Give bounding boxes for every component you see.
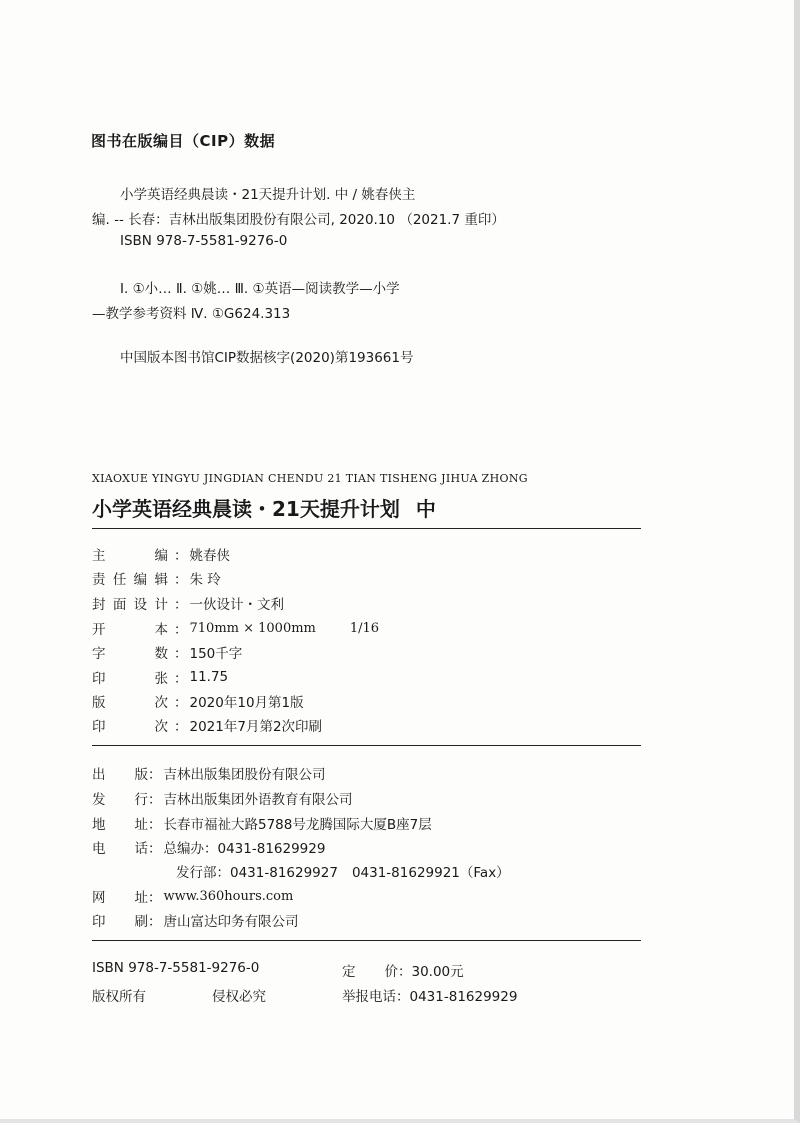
- cip-entry-line-1: 小学英语经典晨读・21天提升计划. 中 / 姚春侠主: [120, 187, 416, 203]
- address-label: 地 址: [92, 817, 148, 833]
- book-volume: 中: [415, 497, 436, 521]
- info-row-print-sheets: 印 张 ： 11.75: [92, 669, 229, 687]
- info-row-publisher: 出 版 ： 吉林出版集团股份有限公司: [92, 763, 326, 783]
- title-pinyin: XIAOXUE YINGYU JINGDIAN CHENDU 21 TIAN TISHENG JIHUA ZHONG: [92, 472, 528, 485]
- responsible-editor-value: 朱 玲: [189, 572, 221, 588]
- printer-label: 印 刷: [92, 914, 148, 930]
- website-label: 网 址: [92, 890, 148, 906]
- price-row: 定 价：30.00元: [342, 960, 464, 980]
- format-value: 710mm × 1000mm: [189, 620, 316, 636]
- editor-label: 主 编: [92, 548, 168, 564]
- info-row-editor: 主 编 ： 姚春侠: [92, 544, 230, 564]
- copyright-notice: 版权所有: [92, 989, 146, 1005]
- divider-rule: [92, 940, 641, 941]
- print-sheets-label: 印 张: [92, 671, 168, 687]
- info-row-printer: 印 刷 ： 唐山富达印务有限公司: [92, 910, 299, 930]
- cover-design-value: 一伙设计・文利: [189, 597, 284, 613]
- cip-heading: 图书在版编目（CIP）数据: [91, 132, 276, 150]
- info-row-printing: 印 次 ： 2021年7月第2次印刷: [92, 715, 322, 735]
- publisher-value: 吉林出版集团股份有限公司: [163, 767, 326, 783]
- price-value: 30.00元: [411, 964, 464, 980]
- cover-design-label: 封面设计: [92, 597, 168, 613]
- website-value: www.360hours.com: [163, 888, 294, 904]
- printing-value: 2021年7月第2次印刷: [189, 719, 323, 735]
- info-row-responsible-editor: 责任编辑 ： 朱 玲: [92, 568, 221, 588]
- printer-value: 唐山富达印务有限公司: [163, 914, 299, 930]
- publisher-label: 出 版: [92, 767, 148, 783]
- isbn-bottom: ISBN 978-7-5581-9276-0: [92, 960, 260, 976]
- info-row-format: 开 本 ： 710mm × 1000mm 1/16: [92, 618, 379, 638]
- cip-isbn: ISBN 978-7-5581-9276-0: [120, 233, 288, 249]
- info-row-word-count: 字 数 ： 150千字: [92, 642, 242, 662]
- print-sheets-value: 11.75: [189, 669, 229, 685]
- divider-rule: [92, 528, 641, 529]
- distributor-value: 吉林出版集团外语教育有限公司: [163, 792, 353, 808]
- book-title: [92, 493, 436, 522]
- format-fold: 1/16: [349, 620, 380, 636]
- cip-entry-line-2: 编. -- 长春：吉林出版集团股份有限公司, 2020.10 （2021.7 重印）: [92, 212, 505, 228]
- phone-distribution: 发行部：0431-81629927: [176, 865, 338, 881]
- info-row-distributor: 发 行 ： 吉林出版集团外语教育有限公司: [92, 788, 353, 808]
- edition-value: 2020年10月第1版: [189, 695, 304, 711]
- cip-verification-number: 中国版本图书馆CIP数据核字(2020)第193661号: [120, 350, 414, 366]
- editor-value: 姚春侠: [189, 548, 230, 564]
- phone-distribution-row: [176, 861, 510, 881]
- format-label: 开 本: [92, 622, 168, 638]
- info-row-address: 地 址 ： 长春市福祉大路5788号龙腾国际大厦B座7层: [92, 813, 432, 833]
- info-row-cover-design: 封面设计 ： 一伙设计・文利: [92, 593, 284, 613]
- word-count-value: 150千字: [189, 646, 243, 662]
- distributor-label: 发 行: [92, 792, 148, 808]
- price-label: 定 价: [342, 964, 398, 980]
- printing-label: 印 次: [92, 719, 168, 735]
- phone-label: 电 话: [92, 841, 148, 857]
- divider-rule: [92, 745, 641, 746]
- info-row-phone: 电 话 ： 总编办：0431-81629929: [92, 837, 325, 857]
- phone-editorial-office: 总编办：0431-81629929: [163, 841, 326, 857]
- cip-classification-line-2: —教学参考资料 Ⅳ. ①G624.313: [92, 306, 291, 322]
- cip-classification-line-1: Ⅰ. ①小… Ⅱ. ①姚… Ⅲ. ①英语—阅读教学—小学: [120, 281, 400, 297]
- responsible-editor-label: 责任编辑: [92, 572, 168, 588]
- address-value: 长春市福祉大路5788号龙腾国际大厦B座7层: [163, 817, 432, 833]
- word-count-label: 字 数: [92, 646, 168, 662]
- phone-fax: 0431-81629921（Fax）: [351, 865, 510, 881]
- piracy-notice: 侵权必究: [212, 989, 266, 1005]
- info-row-edition: 版 次 ： 2020年10月第1版: [92, 691, 304, 711]
- edition-label: 版 次: [92, 695, 168, 711]
- book-title-text: 小学英语经典晨读・21天提升计划: [92, 497, 400, 521]
- report-hotline: 举报电话：0431-81629929: [342, 989, 518, 1005]
- info-row-website: 网 址 ： www.360hours.com: [92, 886, 293, 906]
